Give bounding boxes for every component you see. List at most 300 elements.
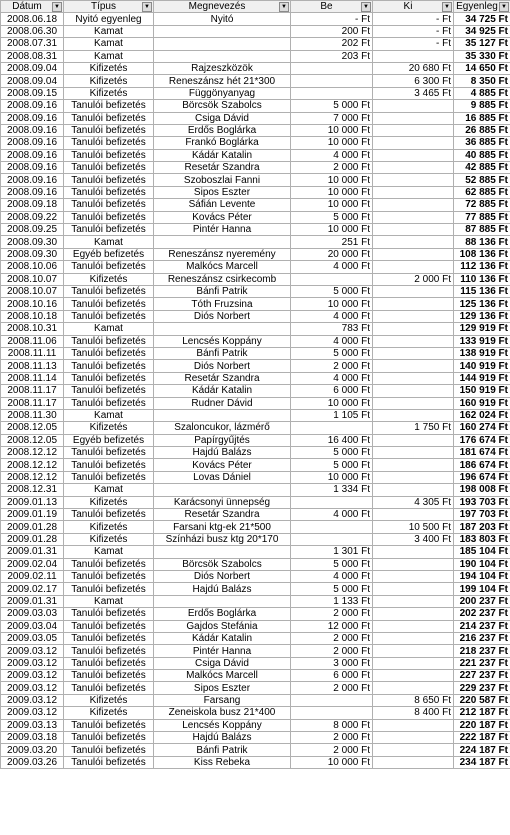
cell-out[interactable] — [373, 397, 454, 409]
cell-balance[interactable]: 110 136 Ft — [454, 273, 510, 285]
cell-date[interactable]: 2009.03.13 — [1, 719, 64, 731]
cell-out[interactable]: 3 400 Ft — [373, 533, 454, 545]
cell-type[interactable]: Tanulói befizetés — [64, 719, 154, 731]
cell-date[interactable]: 2008.10.07 — [1, 273, 64, 285]
cell-in[interactable]: 10 000 Ft — [291, 137, 373, 149]
cell-out[interactable] — [373, 756, 454, 768]
cell-type[interactable]: Tanulói befizetés — [64, 162, 154, 174]
cell-type[interactable]: Kamat — [64, 236, 154, 248]
cell-description[interactable]: Hajdú Balázs — [154, 447, 291, 459]
cell-type[interactable]: Kifizetés — [64, 422, 154, 434]
cell-out[interactable] — [373, 248, 454, 260]
cell-type[interactable]: Kamat — [64, 546, 154, 558]
cell-in[interactable]: 12 000 Ft — [291, 620, 373, 632]
cell-out[interactable] — [373, 732, 454, 744]
cell-balance[interactable]: 34 925 Ft — [454, 25, 510, 37]
cell-out[interactable] — [373, 372, 454, 384]
cell-description[interactable] — [154, 50, 291, 62]
cell-out[interactable] — [373, 137, 454, 149]
dropdown-arrow-icon[interactable]: ▼ — [142, 2, 152, 12]
cell-type[interactable]: Tanulói befizetés — [64, 174, 154, 186]
cell-date[interactable]: 2008.11.13 — [1, 360, 64, 372]
cell-type[interactable]: Tanulói befizetés — [64, 620, 154, 632]
cell-balance[interactable]: 115 136 Ft — [454, 285, 510, 297]
cell-date[interactable]: 2008.09.04 — [1, 62, 64, 74]
cell-description[interactable]: Sipos Eszter — [154, 682, 291, 694]
cell-balance[interactable]: 216 237 Ft — [454, 632, 510, 644]
cell-date[interactable]: 2008.10.07 — [1, 285, 64, 297]
cell-out[interactable] — [373, 570, 454, 582]
cell-balance[interactable]: 150 919 Ft — [454, 385, 510, 397]
cell-in[interactable]: 10 000 Ft — [291, 174, 373, 186]
cell-date[interactable]: 2008.09.16 — [1, 174, 64, 186]
cell-date[interactable]: 2008.11.17 — [1, 385, 64, 397]
cell-balance[interactable]: 190 104 Ft — [454, 558, 510, 570]
cell-date[interactable]: 2008.09.16 — [1, 149, 64, 161]
cell-description[interactable]: Szoboszlai Fanni — [154, 174, 291, 186]
cell-date[interactable]: 2008.06.30 — [1, 25, 64, 37]
cell-description[interactable]: Függönyanyag — [154, 87, 291, 99]
cell-balance[interactable]: 35 330 Ft — [454, 50, 510, 62]
cell-description[interactable]: Szaloncukor, lázmérő — [154, 422, 291, 434]
cell-balance[interactable]: 214 237 Ft — [454, 620, 510, 632]
cell-out[interactable] — [373, 174, 454, 186]
cell-out[interactable] — [373, 632, 454, 644]
cell-balance[interactable]: 181 674 Ft — [454, 447, 510, 459]
cell-type[interactable]: Kamat — [64, 38, 154, 50]
dropdown-arrow-icon[interactable]: ▼ — [52, 2, 62, 12]
cell-date[interactable]: 2008.12.12 — [1, 459, 64, 471]
cell-description[interactable]: Resetár Szandra — [154, 162, 291, 174]
cell-type[interactable]: Kifizetés — [64, 62, 154, 74]
cell-balance[interactable]: 36 885 Ft — [454, 137, 510, 149]
cell-in[interactable]: 10 000 Ft — [291, 124, 373, 136]
cell-in[interactable]: 4 000 Ft — [291, 149, 373, 161]
cell-balance[interactable]: 133 919 Ft — [454, 335, 510, 347]
cell-in[interactable]: 2 000 Ft — [291, 162, 373, 174]
cell-balance[interactable]: 140 919 Ft — [454, 360, 510, 372]
cell-balance[interactable]: 222 187 Ft — [454, 732, 510, 744]
cell-balance[interactable]: 14 650 Ft — [454, 62, 510, 74]
cell-date[interactable]: 2009.01.13 — [1, 496, 64, 508]
cell-balance[interactable]: 186 674 Ft — [454, 459, 510, 471]
cell-type[interactable]: Tanulói befizetés — [64, 682, 154, 694]
cell-balance[interactable]: 9 885 Ft — [454, 100, 510, 112]
cell-type[interactable]: Tanulói befizetés — [64, 100, 154, 112]
cell-type[interactable]: Tanulói befizetés — [64, 137, 154, 149]
cell-date[interactable]: 2009.03.03 — [1, 608, 64, 620]
cell-type[interactable]: Kamat — [64, 595, 154, 607]
cell-type[interactable]: Nyitó egyenleg — [64, 13, 154, 25]
cell-type[interactable]: Tanulói befizetés — [64, 645, 154, 657]
cell-type[interactable]: Tanulói befizetés — [64, 211, 154, 223]
cell-description[interactable] — [154, 546, 291, 558]
cell-description[interactable] — [154, 25, 291, 37]
cell-balance[interactable]: 16 885 Ft — [454, 112, 510, 124]
cell-date[interactable]: 2008.09.16 — [1, 186, 64, 198]
cell-out[interactable] — [373, 385, 454, 397]
cell-out[interactable] — [373, 162, 454, 174]
cell-out[interactable]: 8 650 Ft — [373, 694, 454, 706]
cell-date[interactable]: 2008.09.18 — [1, 199, 64, 211]
cell-type[interactable]: Tanulói befizetés — [64, 670, 154, 682]
cell-description[interactable]: Reneszánsz nyeremény — [154, 248, 291, 260]
cell-in[interactable]: 5 000 Ft — [291, 211, 373, 223]
cell-type[interactable]: Tanulói befizetés — [64, 298, 154, 310]
cell-balance[interactable]: 35 127 Ft — [454, 38, 510, 50]
cell-date[interactable]: 2009.01.31 — [1, 595, 64, 607]
cell-description[interactable]: Erdős Boglárka — [154, 124, 291, 136]
cell-out[interactable] — [373, 236, 454, 248]
cell-in[interactable] — [291, 62, 373, 74]
cell-balance[interactable]: 52 885 Ft — [454, 174, 510, 186]
cell-date[interactable]: 2008.11.30 — [1, 409, 64, 421]
cell-out[interactable] — [373, 719, 454, 731]
cell-date[interactable]: 2008.09.16 — [1, 100, 64, 112]
cell-balance[interactable]: 227 237 Ft — [454, 670, 510, 682]
cell-type[interactable]: Tanulói befizetés — [64, 149, 154, 161]
cell-out[interactable]: 2 000 Ft — [373, 273, 454, 285]
cell-balance[interactable]: 194 104 Ft — [454, 570, 510, 582]
cell-balance[interactable]: 196 674 Ft — [454, 471, 510, 483]
cell-out[interactable]: 1 750 Ft — [373, 422, 454, 434]
cell-description[interactable] — [154, 595, 291, 607]
cell-description[interactable]: Lencsés Koppány — [154, 335, 291, 347]
cell-description[interactable]: Kovács Péter — [154, 459, 291, 471]
cell-in[interactable]: - Ft — [291, 13, 373, 25]
cell-description[interactable]: Rajzeszközök — [154, 62, 291, 74]
cell-date[interactable]: 2009.03.05 — [1, 632, 64, 644]
cell-type[interactable]: Tanulói befizetés — [64, 397, 154, 409]
cell-description[interactable]: Bánfi Patrik — [154, 744, 291, 756]
cell-date[interactable]: 2009.01.28 — [1, 521, 64, 533]
cell-description[interactable]: Kádár Katalin — [154, 149, 291, 161]
cell-in[interactable]: 5 000 Ft — [291, 583, 373, 595]
cell-type[interactable]: Tanulói befizetés — [64, 385, 154, 397]
cell-out[interactable] — [373, 211, 454, 223]
cell-date[interactable]: 2009.01.28 — [1, 533, 64, 545]
cell-out[interactable] — [373, 670, 454, 682]
cell-date[interactable]: 2008.06.18 — [1, 13, 64, 25]
cell-date[interactable]: 2008.12.05 — [1, 434, 64, 446]
cell-type[interactable]: Tanulói befizetés — [64, 285, 154, 297]
cell-description[interactable]: Tóth Fruzsina — [154, 298, 291, 310]
cell-out[interactable] — [373, 149, 454, 161]
cell-description[interactable]: Frankó Boglárka — [154, 137, 291, 149]
cell-in[interactable]: 4 000 Ft — [291, 335, 373, 347]
cell-balance[interactable]: 187 203 Ft — [454, 521, 510, 533]
cell-in[interactable]: 8 000 Ft — [291, 719, 373, 731]
cell-description[interactable] — [154, 323, 291, 335]
cell-type[interactable]: Tanulói befizetés — [64, 372, 154, 384]
cell-type[interactable]: Kamat — [64, 25, 154, 37]
cell-out[interactable]: - Ft — [373, 38, 454, 50]
cell-in[interactable] — [291, 694, 373, 706]
cell-date[interactable]: 2008.11.06 — [1, 335, 64, 347]
dropdown-arrow-icon[interactable]: ▼ — [279, 2, 289, 12]
cell-out[interactable] — [373, 459, 454, 471]
cell-type[interactable]: Kamat — [64, 323, 154, 335]
cell-out[interactable] — [373, 310, 454, 322]
cell-in[interactable]: 5 000 Ft — [291, 459, 373, 471]
cell-balance[interactable]: 183 803 Ft — [454, 533, 510, 545]
cell-description[interactable]: Csiga Dávid — [154, 657, 291, 669]
cell-date[interactable]: 2008.09.16 — [1, 162, 64, 174]
cell-date[interactable]: 2008.10.18 — [1, 310, 64, 322]
cell-balance[interactable]: 199 104 Ft — [454, 583, 510, 595]
cell-balance[interactable]: 197 703 Ft — [454, 509, 510, 521]
dropdown-arrow-icon[interactable]: ▼ — [442, 2, 452, 12]
cell-date[interactable]: 2009.02.04 — [1, 558, 64, 570]
cell-type[interactable]: Egyéb befizetés — [64, 434, 154, 446]
cell-in[interactable]: 5 000 Ft — [291, 447, 373, 459]
cell-balance[interactable]: 62 885 Ft — [454, 186, 510, 198]
cell-balance[interactable]: 160 274 Ft — [454, 422, 510, 434]
cell-out[interactable]: 4 305 Ft — [373, 496, 454, 508]
cell-balance[interactable]: 176 674 Ft — [454, 434, 510, 446]
cell-description[interactable]: Papírgyűjtés — [154, 434, 291, 446]
cell-description[interactable]: Pintér Hanna — [154, 645, 291, 657]
cell-balance[interactable]: 224 187 Ft — [454, 744, 510, 756]
cell-out[interactable] — [373, 323, 454, 335]
cell-balance[interactable]: 40 885 Ft — [454, 149, 510, 161]
cell-type[interactable]: Tanulói befizetés — [64, 112, 154, 124]
cell-date[interactable]: 2008.11.11 — [1, 347, 64, 359]
cell-date[interactable]: 2009.02.11 — [1, 570, 64, 582]
cell-description[interactable]: Nyitó — [154, 13, 291, 25]
cell-description[interactable] — [154, 484, 291, 496]
cell-out[interactable] — [373, 434, 454, 446]
cell-date[interactable]: 2008.12.12 — [1, 447, 64, 459]
cell-description[interactable]: Bánfi Patrik — [154, 285, 291, 297]
cell-date[interactable]: 2008.08.31 — [1, 50, 64, 62]
cell-type[interactable]: Tanulói befizetés — [64, 459, 154, 471]
cell-out[interactable]: - Ft — [373, 13, 454, 25]
cell-date[interactable]: 2009.03.12 — [1, 694, 64, 706]
cell-in[interactable]: 200 Ft — [291, 25, 373, 37]
cell-in[interactable]: 5 000 Ft — [291, 100, 373, 112]
cell-description[interactable]: Kovács Péter — [154, 211, 291, 223]
cell-description[interactable]: Diós Norbert — [154, 360, 291, 372]
cell-in[interactable] — [291, 496, 373, 508]
cell-type[interactable]: Kifizetés — [64, 521, 154, 533]
cell-in[interactable]: 4 000 Ft — [291, 372, 373, 384]
cell-balance[interactable]: 160 919 Ft — [454, 397, 510, 409]
cell-in[interactable] — [291, 87, 373, 99]
cell-type[interactable]: Tanulói befizetés — [64, 632, 154, 644]
cell-in[interactable]: 1 105 Ft — [291, 409, 373, 421]
dropdown-arrow-icon[interactable]: ▼ — [361, 2, 371, 12]
cell-type[interactable]: Kifizetés — [64, 707, 154, 719]
cell-out[interactable]: 8 400 Ft — [373, 707, 454, 719]
cell-in[interactable]: 10 000 Ft — [291, 397, 373, 409]
cell-type[interactable]: Kifizetés — [64, 496, 154, 508]
cell-balance[interactable]: 212 187 Ft — [454, 707, 510, 719]
cell-date[interactable]: 2008.09.22 — [1, 211, 64, 223]
cell-balance[interactable]: 200 237 Ft — [454, 595, 510, 607]
cell-balance[interactable]: 144 919 Ft — [454, 372, 510, 384]
cell-date[interactable]: 2008.09.15 — [1, 87, 64, 99]
cell-date[interactable]: 2008.09.16 — [1, 112, 64, 124]
cell-date[interactable]: 2009.01.31 — [1, 546, 64, 558]
cell-balance[interactable]: 88 136 Ft — [454, 236, 510, 248]
cell-type[interactable]: Tanulói befizetés — [64, 744, 154, 756]
cell-description[interactable]: Farsani ktg-ek 21*500 — [154, 521, 291, 533]
cell-out[interactable] — [373, 645, 454, 657]
cell-date[interactable]: 2009.02.17 — [1, 583, 64, 595]
cell-type[interactable]: Kifizetés — [64, 273, 154, 285]
cell-in[interactable]: 1 334 Ft — [291, 484, 373, 496]
cell-description[interactable]: Zeneiskola busz 21*400 — [154, 707, 291, 719]
cell-in[interactable]: 4 000 Ft — [291, 310, 373, 322]
cell-out[interactable]: 10 500 Ft — [373, 521, 454, 533]
cell-out[interactable] — [373, 224, 454, 236]
cell-in[interactable]: 6 000 Ft — [291, 670, 373, 682]
cell-type[interactable]: Tanulói befizetés — [64, 471, 154, 483]
cell-date[interactable]: 2009.03.12 — [1, 670, 64, 682]
cell-type[interactable]: Tanulói befizetés — [64, 509, 154, 521]
cell-in[interactable]: 4 000 Ft — [291, 509, 373, 521]
cell-in[interactable] — [291, 75, 373, 87]
cell-in[interactable]: 203 Ft — [291, 50, 373, 62]
cell-balance[interactable]: 26 885 Ft — [454, 124, 510, 136]
cell-type[interactable]: Tanulói befizetés — [64, 347, 154, 359]
cell-date[interactable]: 2009.03.04 — [1, 620, 64, 632]
cell-out[interactable] — [373, 447, 454, 459]
cell-description[interactable]: Lovas Dániel — [154, 471, 291, 483]
cell-balance[interactable]: 202 237 Ft — [454, 608, 510, 620]
cell-in[interactable]: 2 000 Ft — [291, 682, 373, 694]
cell-description[interactable]: Reneszánsz csirkecomb — [154, 273, 291, 285]
cell-balance[interactable]: 42 885 Ft — [454, 162, 510, 174]
cell-date[interactable]: 2009.03.12 — [1, 707, 64, 719]
cell-type[interactable]: Kifizetés — [64, 87, 154, 99]
cell-balance[interactable]: 129 919 Ft — [454, 323, 510, 335]
cell-in[interactable] — [291, 533, 373, 545]
cell-date[interactable]: 2008.12.31 — [1, 484, 64, 496]
cell-description[interactable]: Csiga Dávid — [154, 112, 291, 124]
cell-type[interactable]: Tanulói befizetés — [64, 608, 154, 620]
cell-balance[interactable]: 193 703 Ft — [454, 496, 510, 508]
cell-in[interactable] — [291, 273, 373, 285]
cell-description[interactable]: Hajdú Balázs — [154, 732, 291, 744]
cell-description[interactable]: Resetár Szandra — [154, 509, 291, 521]
cell-balance[interactable]: 125 136 Ft — [454, 298, 510, 310]
cell-out[interactable]: 3 465 Ft — [373, 87, 454, 99]
cell-out[interactable] — [373, 409, 454, 421]
cell-balance[interactable]: 221 237 Ft — [454, 657, 510, 669]
cell-description[interactable]: Kádár Katalin — [154, 632, 291, 644]
cell-out[interactable] — [373, 199, 454, 211]
cell-out[interactable] — [373, 620, 454, 632]
cell-description[interactable]: Malkócs Marcell — [154, 261, 291, 273]
cell-in[interactable]: 10 000 Ft — [291, 298, 373, 310]
cell-in[interactable]: 1 133 Ft — [291, 595, 373, 607]
cell-date[interactable]: 2009.03.26 — [1, 756, 64, 768]
cell-type[interactable]: Tanulói befizetés — [64, 335, 154, 347]
cell-out[interactable]: 6 300 Ft — [373, 75, 454, 87]
cell-type[interactable]: Tanulói befizetés — [64, 186, 154, 198]
cell-out[interactable] — [373, 744, 454, 756]
cell-balance[interactable]: 108 136 Ft — [454, 248, 510, 260]
cell-balance[interactable]: 112 136 Ft — [454, 261, 510, 273]
cell-balance[interactable]: 77 885 Ft — [454, 211, 510, 223]
cell-type[interactable]: Tanulói befizetés — [64, 583, 154, 595]
cell-type[interactable]: Tanulói befizetés — [64, 199, 154, 211]
cell-description[interactable]: Diós Norbert — [154, 310, 291, 322]
cell-out[interactable] — [373, 112, 454, 124]
cell-type[interactable]: Kamat — [64, 409, 154, 421]
cell-out[interactable] — [373, 124, 454, 136]
cell-date[interactable]: 2008.11.17 — [1, 397, 64, 409]
cell-out[interactable] — [373, 558, 454, 570]
cell-balance[interactable]: 162 024 Ft — [454, 409, 510, 421]
cell-in[interactable]: 6 000 Ft — [291, 385, 373, 397]
cell-out[interactable] — [373, 546, 454, 558]
cell-out[interactable]: - Ft — [373, 25, 454, 37]
cell-type[interactable]: Kifizetés — [64, 694, 154, 706]
cell-date[interactable]: 2009.03.18 — [1, 732, 64, 744]
cell-description[interactable]: Rudner Dávid — [154, 397, 291, 409]
cell-date[interactable]: 2008.09.04 — [1, 75, 64, 87]
cell-out[interactable] — [373, 360, 454, 372]
cell-balance[interactable]: 72 885 Ft — [454, 199, 510, 211]
cell-description[interactable]: Erdős Boglárka — [154, 608, 291, 620]
cell-date[interactable]: 2008.09.30 — [1, 248, 64, 260]
cell-in[interactable]: 202 Ft — [291, 38, 373, 50]
cell-date[interactable]: 2009.03.12 — [1, 657, 64, 669]
cell-out[interactable] — [373, 347, 454, 359]
cell-balance[interactable]: 218 237 Ft — [454, 645, 510, 657]
cell-type[interactable]: Tanulói befizetés — [64, 224, 154, 236]
cell-out[interactable] — [373, 682, 454, 694]
cell-type[interactable]: Tanulói befizetés — [64, 558, 154, 570]
cell-type[interactable]: Egyéb befizetés — [64, 248, 154, 260]
cell-out[interactable] — [373, 100, 454, 112]
cell-type[interactable]: Tanulói befizetés — [64, 756, 154, 768]
cell-date[interactable]: 2008.10.16 — [1, 298, 64, 310]
cell-date[interactable]: 2009.01.19 — [1, 509, 64, 521]
cell-description[interactable]: Börcsök Szabolcs — [154, 558, 291, 570]
cell-date[interactable]: 2008.10.31 — [1, 323, 64, 335]
cell-description[interactable]: Kiss Rebeka — [154, 756, 291, 768]
cell-in[interactable] — [291, 521, 373, 533]
cell-date[interactable]: 2009.03.12 — [1, 682, 64, 694]
cell-in[interactable]: 10 000 Ft — [291, 224, 373, 236]
cell-in[interactable]: 7 000 Ft — [291, 112, 373, 124]
cell-description[interactable]: Pintér Hanna — [154, 224, 291, 236]
cell-date[interactable]: 2008.07.31 — [1, 38, 64, 50]
cell-out[interactable] — [373, 50, 454, 62]
cell-type[interactable]: Tanulói befizetés — [64, 360, 154, 372]
cell-in[interactable]: 2 000 Ft — [291, 360, 373, 372]
cell-in[interactable]: 2 000 Ft — [291, 732, 373, 744]
cell-description[interactable]: Börcsök Szabolcs — [154, 100, 291, 112]
cell-in[interactable]: 5 000 Ft — [291, 285, 373, 297]
cell-in[interactable]: 783 Ft — [291, 323, 373, 335]
cell-out[interactable] — [373, 471, 454, 483]
cell-in[interactable]: 10 000 Ft — [291, 186, 373, 198]
cell-description[interactable] — [154, 409, 291, 421]
cell-type[interactable]: Kifizetés — [64, 75, 154, 87]
cell-description[interactable]: Kádár Katalin — [154, 385, 291, 397]
cell-description[interactable]: Gajdos Stefánia — [154, 620, 291, 632]
cell-out[interactable] — [373, 657, 454, 669]
cell-in[interactable]: 10 000 Ft — [291, 199, 373, 211]
cell-date[interactable]: 2008.09.25 — [1, 224, 64, 236]
cell-in[interactable]: 2 000 Ft — [291, 632, 373, 644]
cell-balance[interactable]: 138 919 Ft — [454, 347, 510, 359]
